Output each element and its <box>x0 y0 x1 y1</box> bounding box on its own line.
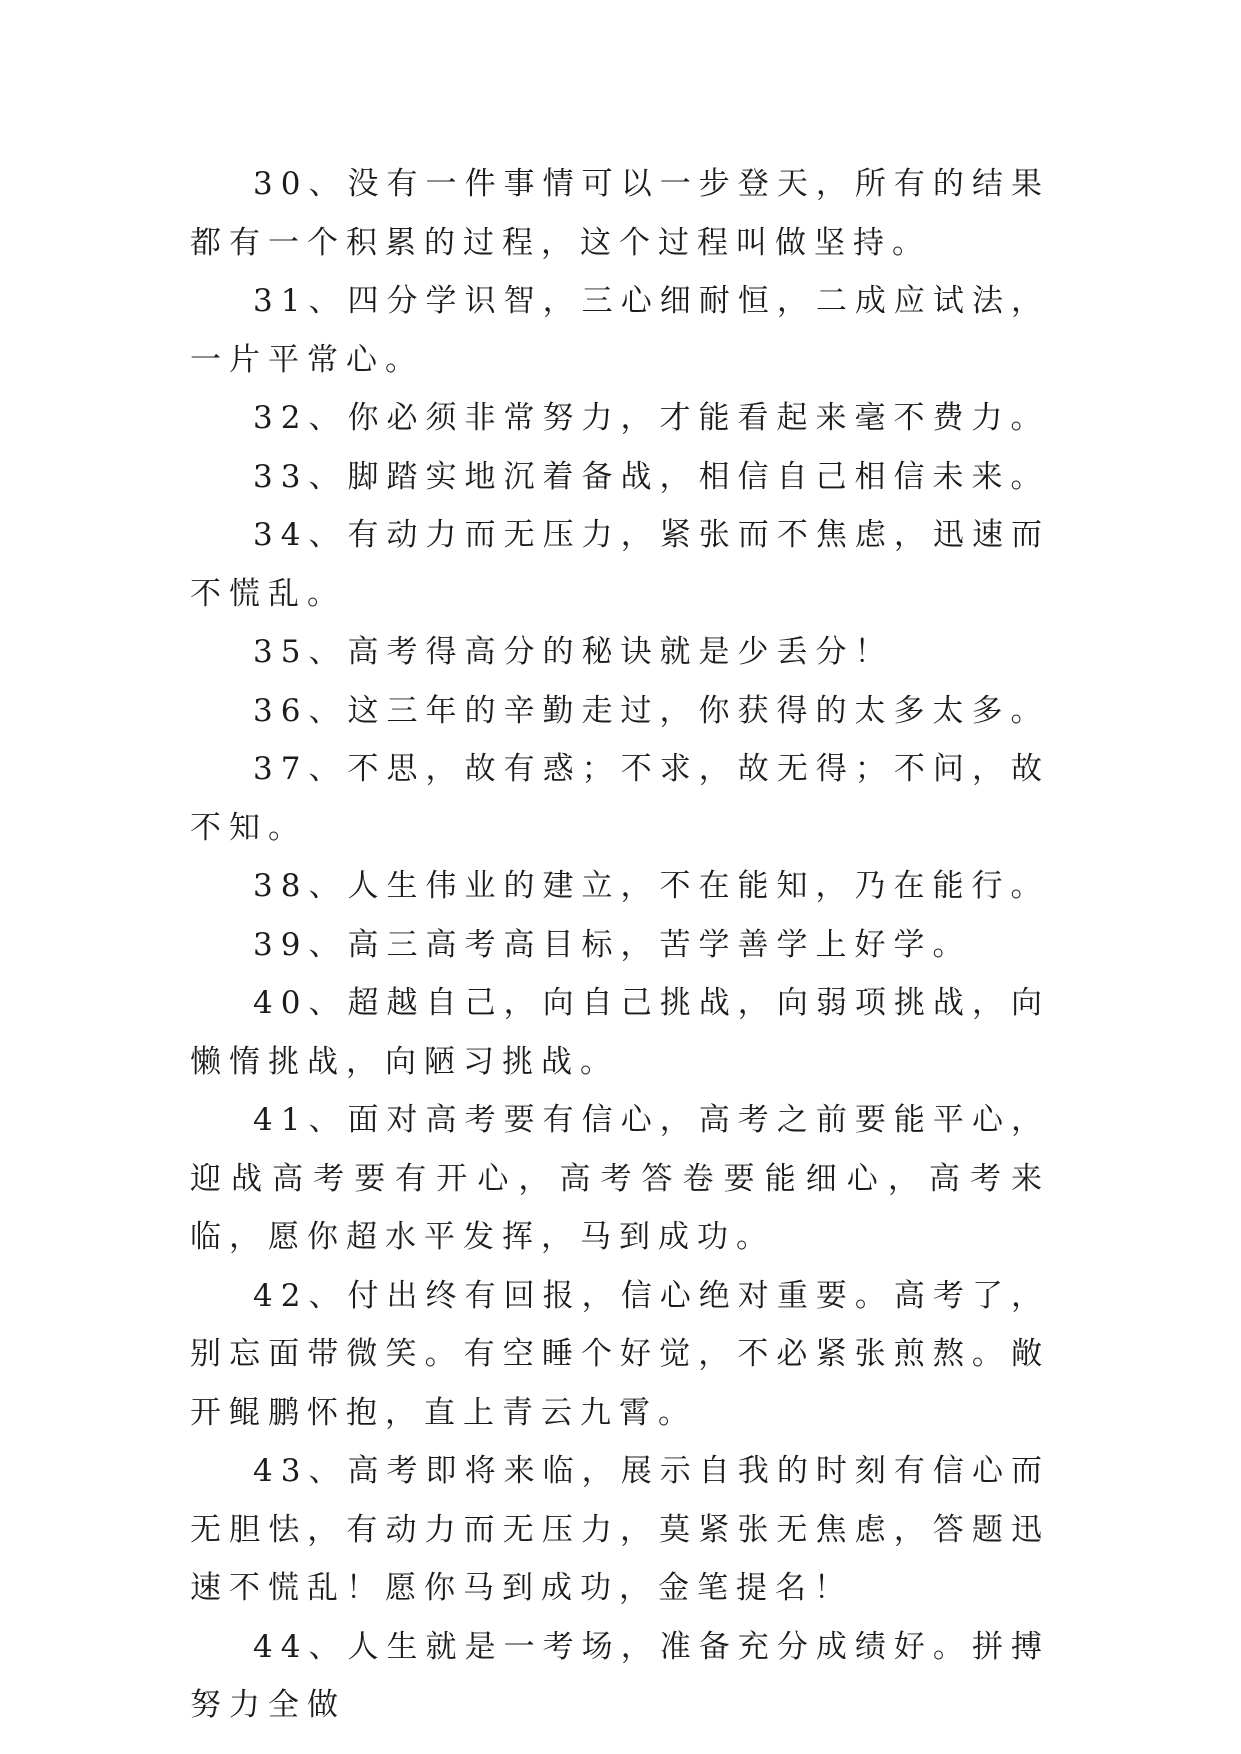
quote-paragraph-38: 38、人生伟业的建立，不在能知，乃在能行。 <box>253 868 1050 904</box>
quote-paragraph-40: 40、超越自己，向自己挑战，向弱项挑战，向懒惰挑战，向陋习挑战。 <box>190 985 1050 1080</box>
quote-paragraph-44: 44、人生就是一考场，准备充分成绩好。拼搏努力全做 <box>190 1628 1050 1723</box>
quote-paragraph-35: 35、高考得高分的秘诀就是少丢分！ <box>253 634 894 670</box>
quote-paragraph-39: 39、高三高考高目标，苦学善学上好学。 <box>253 926 972 963</box>
quote-paragraph-43: 43、高考即将来临，展示自我的时刻有信心而无胆怯，有动力而无压力，莫紧张无焦虑，答题迅速不慌乱！愿你马到成功，金笔提名！ <box>190 1453 1050 1606</box>
document-body <box>190 155 1050 1735</box>
quote-paragraph-42: 42、付出终有回报，信心绝对重要。高考了，别忘面带微笑。有空睡个好觉，不必紧张煎熬。敞开鲲鹏怀抱，直上青云九霄。 <box>190 1277 1050 1431</box>
quote-paragraph-33: 33、脚踏实地沉着备战，相信自己相信未来。 <box>253 458 1050 495</box>
quote-paragraph-32: 32、你必须非常努力，才能看起来毫不费力。 <box>253 400 1050 436</box>
quote-paragraph-30: 30、没有一件事情可以一步登天，所有的结果都有一个积累的过程，这个过程叫做坚持。 <box>190 166 1050 261</box>
quote-paragraph-37: 37、不思，故有惑；不求，故无得；不问，故不知。 <box>190 751 1050 846</box>
quote-paragraph-34: 34、有动力而无压力，紧张而不焦虑，迅速而不慌乱。 <box>190 517 1050 612</box>
quote-paragraph-41: 41、面对高考要有信心，高考之前要能平心，迎战高考要有开心，高考答卷要能细心，高考来临，愿你超水平发挥，马到成功。 <box>190 1102 1050 1255</box>
quote-paragraph-31: 31、四分学识智，三心细耐恒，二成应试法，一片平常心。 <box>190 283 1050 378</box>
quote-paragraph-36: 36、这三年的辛勤走过，你获得的太多太多。 <box>253 692 1050 729</box>
